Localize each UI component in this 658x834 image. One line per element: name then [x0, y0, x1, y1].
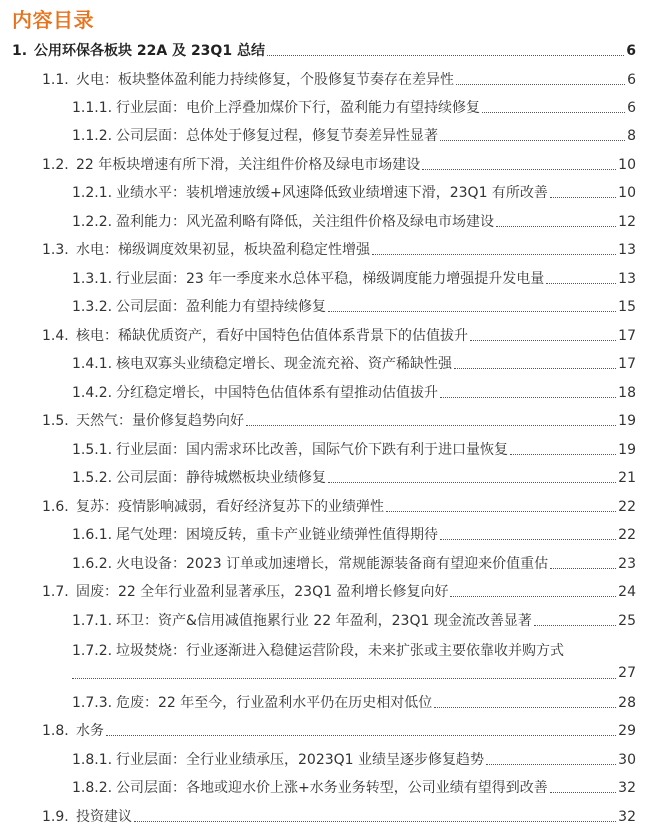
dot-leader — [434, 706, 616, 708]
toc-entry[interactable] — [72, 690, 636, 712]
entry-page: 29 — [618, 723, 636, 739]
entry-number: 1.4. — [42, 328, 69, 344]
entry-title: 复苏：疫情影响减弱，看好经济复苏下的业绩弹性 — [76, 499, 384, 515]
entry-page: 6 — [627, 100, 636, 116]
dot-leader — [454, 367, 616, 369]
entry-page: 10 — [618, 157, 636, 173]
entry-title: 核电双寡头业绩稳定增长、现金流充裕、资产稀缺性强 — [116, 356, 452, 372]
entry-title: 固废：22 全年行业盈利显著承压，23Q1 盈利增长修复向好 — [76, 584, 449, 600]
dot-leader — [328, 310, 616, 312]
entry-title: 水电：梯级调度效果初显，板块盈利稳定性增强 — [76, 242, 370, 258]
toc-entry[interactable] — [72, 380, 636, 402]
entry-number: 1.3.1. — [72, 271, 113, 287]
toc-entry[interactable] — [72, 551, 636, 573]
entry-page: 6 — [626, 43, 636, 59]
entry-page: 27 — [618, 665, 636, 681]
dot-leader — [134, 820, 616, 822]
dot-leader — [422, 168, 616, 170]
toc-entry[interactable] — [72, 522, 636, 544]
entry-page: 25 — [618, 613, 636, 629]
entry-number: 1.2. — [42, 157, 69, 173]
entry-number: 1.1. — [42, 72, 69, 88]
entry-number: 1.7. — [42, 584, 69, 600]
toc-entry[interactable] — [72, 747, 636, 769]
toc-entry[interactable] — [42, 408, 636, 430]
entry-number: 1.5.1. — [72, 442, 113, 458]
entry-number: 1.8.1. — [72, 752, 113, 768]
entry-page: 30 — [618, 752, 636, 768]
entry-page: 18 — [618, 385, 636, 401]
toc-entry[interactable] — [72, 123, 636, 145]
entry-number: 1.6.2. — [72, 556, 113, 572]
entry-title: 环卫：资产&信用减值拖累行业 22 年盈利，23Q1 现金流改善显著 — [116, 613, 532, 629]
entry-number: 1.5. — [42, 413, 69, 429]
toc-entry[interactable] — [42, 804, 636, 826]
entry-page: 13 — [618, 271, 636, 287]
entry-title: 行业层面：23 年一季度来水总体平稳，梯级调度能力增强提升发电量 — [116, 271, 545, 287]
toc-entry[interactable] — [42, 323, 636, 345]
entry-page: 22 — [618, 527, 636, 543]
entry-title: 核电：稀缺优质资产，看好中国特色估值体系背景下的估值拔升 — [76, 328, 468, 344]
entry-title: 投资建议 — [76, 809, 132, 825]
entry-page: 22 — [618, 499, 636, 515]
entry-title: 垃圾焚烧：行业逐渐进入稳健运营阶段，未来扩张或主要依靠收并购方式 — [116, 643, 564, 659]
entry-title: 危废：22 年至今，行业盈利水平仍在历史相对低位 — [116, 695, 433, 711]
toc-entry[interactable] — [72, 437, 636, 459]
entry-page: 17 — [618, 356, 636, 372]
entry-number: 1.2.1. — [72, 185, 113, 201]
entry-page: 13 — [618, 242, 636, 258]
toc-entry[interactable] — [72, 95, 636, 117]
dot-leader — [486, 763, 616, 765]
entry-number: 1.8.2. — [72, 780, 113, 796]
toc-entry[interactable] — [72, 180, 636, 202]
entry-title: 火电：板块整体盈利能力持续修复，个股修复节奏存在差异性 — [76, 72, 454, 88]
toc-entry[interactable] — [72, 640, 636, 684]
entry-title: 公司层面：静待城燃板块业绩修复 — [116, 470, 326, 486]
toc-entry[interactable] — [42, 237, 636, 259]
entry-title: 水务 — [76, 723, 104, 739]
entry-number: 1.4.1. — [72, 356, 113, 372]
dot-leader — [450, 595, 616, 597]
dot-leader — [328, 481, 616, 483]
entry-page: 8 — [627, 128, 636, 144]
toc-entry[interactable] — [72, 266, 636, 288]
entry-number: 1.9. — [42, 809, 69, 825]
entry-title: 公司层面：总体处于修复过程，修复节奏差异性显著 — [116, 128, 438, 144]
entry-number: 1.3.2. — [72, 299, 113, 315]
entry-number: 1.1.1. — [72, 100, 113, 116]
dot-leader — [550, 791, 616, 793]
entry-number: 1.7.2. — [72, 643, 113, 659]
toc-entry[interactable] — [72, 465, 636, 487]
entry-title: 公司层面：盈利能力有望持续修复 — [116, 299, 326, 315]
toc-entry[interactable] — [42, 67, 636, 89]
dot-leader — [546, 282, 616, 284]
entry-page: 32 — [618, 780, 636, 796]
entry-title: 分红稳定增长，中国特色估值体系有望推动估值拔升 — [116, 385, 438, 401]
toc-entry[interactable] — [42, 579, 636, 601]
entry-title: 22 年板块增速有所下滑，关注组件价格及绿电市场建设 — [76, 157, 421, 173]
entry-title: 盈利能力：风光盈利略有降低，关注组件价格及绿电市场建设 — [116, 214, 494, 230]
toc-entry[interactable] — [72, 775, 636, 797]
entry-title: 火电设备：2023 订单或加速增长，常规能源装备商有望迎来价值重估 — [116, 556, 549, 572]
entry-page: 17 — [618, 328, 636, 344]
dot-leader — [510, 453, 616, 455]
dot-leader — [267, 54, 624, 56]
toc-entry[interactable] — [12, 38, 636, 60]
toc-entry[interactable] — [72, 608, 636, 630]
entry-title: 行业层面：电价上浮叠加煤价下行，盈利能力有望持续修复 — [116, 100, 480, 116]
entry-title: 公司层面：各地或迎水价上涨+水务业务转型，公司业绩有望得到改善 — [116, 780, 548, 796]
entry-page: 19 — [618, 413, 636, 429]
entry-page: 12 — [618, 214, 636, 230]
entry-title: 公用环保各板块 22A 及 23Q1 总结 — [34, 43, 265, 59]
entry-number: 1.7.1. — [72, 613, 113, 629]
entry-number: 1.3. — [42, 242, 69, 258]
dot-leader — [72, 677, 616, 679]
dot-leader — [386, 510, 616, 512]
entry-page: 28 — [618, 695, 636, 711]
entry-page: 21 — [618, 470, 636, 486]
entry-page: 10 — [618, 185, 636, 201]
entry-title: 行业层面：全行业业绩承压，2023Q1 业绩呈逐步修复趋势 — [116, 752, 485, 768]
entry-number: 1.6. — [42, 499, 69, 515]
toc-entry[interactable] — [72, 209, 636, 231]
dot-leader — [534, 624, 616, 626]
entry-number: 1.4.2. — [72, 385, 113, 401]
entry-title: 天然气：量价修复趋势向好 — [76, 413, 244, 429]
toc-entry[interactable] — [42, 152, 636, 174]
toc-entry[interactable] — [72, 351, 636, 373]
dot-leader — [470, 339, 616, 341]
dot-leader — [456, 83, 625, 85]
entry-number: 1.6.1. — [72, 527, 113, 543]
dot-leader — [246, 424, 616, 426]
toc-title: 内容目录 — [12, 8, 94, 32]
entry-number: 1.7.3. — [72, 695, 113, 711]
entry-page: 23 — [618, 556, 636, 572]
entry-number: 1.8. — [42, 723, 69, 739]
toc-entry[interactable] — [42, 718, 636, 740]
entry-title: 尾气处理：困境反转，重卡产业链业绩弹性值得期待 — [116, 527, 438, 543]
dot-leader — [482, 111, 625, 113]
dot-leader — [550, 196, 616, 198]
dot-leader — [440, 396, 616, 398]
entry-number: 1.5.2. — [72, 470, 113, 486]
entry-number: 1.2.2. — [72, 214, 113, 230]
dot-leader — [440, 139, 625, 141]
entry-page: 32 — [618, 809, 636, 825]
dot-leader — [372, 253, 616, 255]
entry-title: 业绩水平：装机增速放缓+风速降低致业绩增速下滑，23Q1 有所改善 — [116, 185, 548, 201]
dot-leader — [440, 538, 616, 540]
dot-leader — [106, 734, 616, 736]
dot-leader — [496, 225, 616, 227]
toc-entry[interactable] — [42, 494, 636, 516]
entry-page: 24 — [618, 584, 636, 600]
entry-number: 1. — [12, 43, 28, 59]
entry-page: 15 — [618, 299, 636, 315]
entry-page: 19 — [618, 442, 636, 458]
toc-entry[interactable] — [72, 294, 636, 316]
entry-number: 1.1.2. — [72, 128, 113, 144]
entry-title: 行业层面：国内需求环比改善，国际气价下跌有利于进口量恢复 — [116, 442, 508, 458]
dot-leader — [550, 567, 616, 569]
entry-page: 6 — [627, 72, 636, 88]
